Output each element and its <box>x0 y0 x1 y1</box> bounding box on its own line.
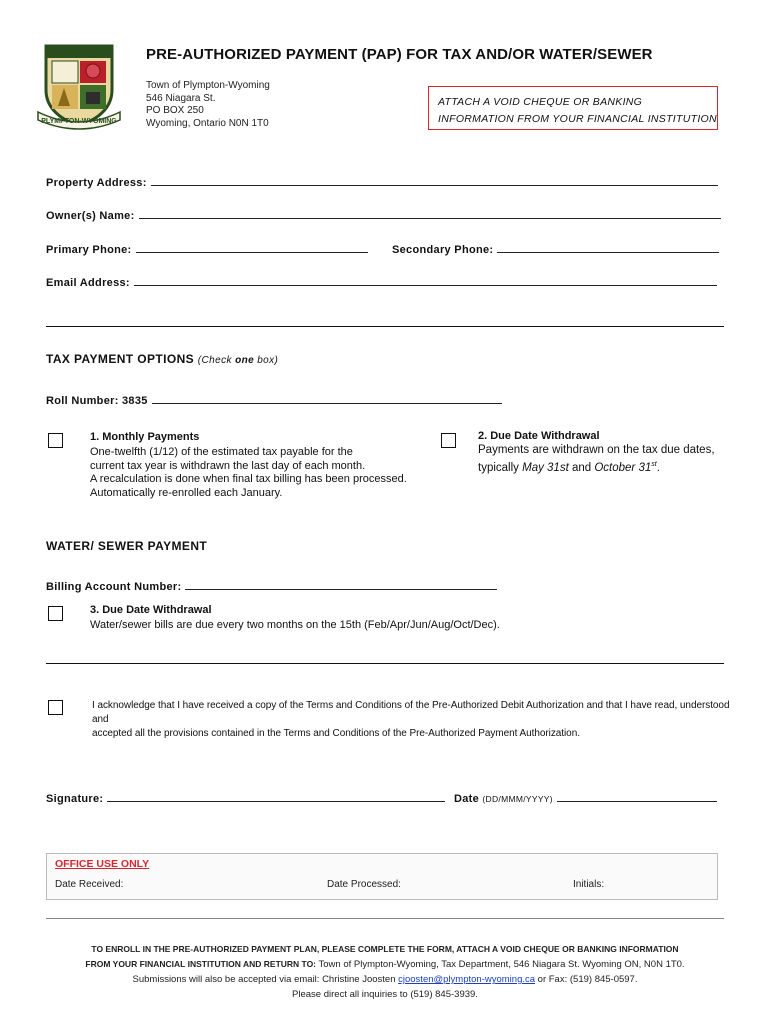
signature-input-line[interactable] <box>107 790 445 802</box>
email-address-input-line[interactable] <box>134 274 717 286</box>
office-use-box <box>46 853 718 900</box>
primary-phone-label: Primary Phone: <box>46 244 132 256</box>
property-address-field <box>46 174 718 189</box>
owners-name-label: Owner(s) Name: <box>46 210 135 222</box>
due-date-withdrawal-checkbox[interactable] <box>441 433 456 448</box>
tax-payment-title: TAX PAYMENT OPTIONS <box>46 352 195 366</box>
footer-instructions <box>46 942 724 1002</box>
date-processed-label: Date Processed: <box>327 879 401 890</box>
water-due-date-checkbox[interactable] <box>48 606 63 621</box>
signature-label: Signature: <box>46 793 104 805</box>
billing-account-field <box>46 578 497 593</box>
option2-line: typically May 31st and October 31st. <box>478 460 660 474</box>
owners-name-input-line[interactable] <box>139 207 721 219</box>
secondary-phone-input-line[interactable] <box>497 241 719 253</box>
check-one-note: (Check one box) <box>197 355 279 366</box>
section-divider <box>46 663 724 664</box>
address-line: Town of Plympton-Wyoming <box>146 80 270 91</box>
signature-field <box>46 790 445 805</box>
option3-description: Water/sewer bills are due every two months on the 15th (Feb/Apr/Jun/Aug/Oct/Dec). <box>90 619 500 631</box>
footer-line: FROM YOUR FINANCIAL INSTITUTION AND RETURN TO: Town of Plympton-Wyoming, Tax Department, 546 Niagara St. Wyoming ON, N0N 1T0. <box>85 959 685 970</box>
billing-account-input-line[interactable] <box>185 578 497 590</box>
date-format-hint: (DD/MMM/YYYY) <box>482 794 553 804</box>
primary-phone-field <box>46 241 368 256</box>
water-sewer-heading: WATER/ SEWER PAYMENT <box>46 539 208 553</box>
option1-line: current tax year is withdrawn the last day of each month. <box>90 459 366 472</box>
option1-description <box>90 446 407 500</box>
option1-title: 1. Monthly Payments <box>90 431 200 443</box>
option1-line: A recalculation is done when final tax billing has been processed. <box>90 473 407 485</box>
option1-line: Automatically re-enrolled each January. <box>90 486 283 499</box>
date-label: Date <box>454 793 480 805</box>
notice-line: ATTACH A VOID CHEQUE OR BANKING <box>438 96 643 108</box>
notice-line: INFORMATION FROM YOUR FINANCIAL INSTITUTION <box>438 113 717 125</box>
option1-line: One-twelfth (1/12) of the estimated tax payable for the <box>90 446 353 458</box>
acknowledgement-line: accepted all the provisions contained in the Terms and Conditions of the Pre-Authorized Payment Authorization. <box>92 728 580 739</box>
office-use-title: OFFICE USE ONLY <box>55 858 150 870</box>
option2-description <box>478 444 715 475</box>
roll-number-label: Roll Number: 3835 <box>46 395 148 407</box>
acknowledge-checkbox[interactable] <box>48 700 63 715</box>
tax-payment-heading <box>46 352 278 366</box>
email-address-field <box>46 274 717 289</box>
property-address-label: Property Address: <box>46 177 147 189</box>
secondary-phone-field <box>392 241 719 256</box>
void-cheque-notice <box>428 86 718 130</box>
owners-name-field <box>46 207 721 222</box>
form-title: PRE-AUTHORIZED PAYMENT (PAP) FOR TAX AND/OR WATER/SEWER <box>146 46 653 63</box>
roll-number-input-line[interactable] <box>152 392 502 404</box>
property-address-input-line[interactable] <box>151 174 718 186</box>
billing-account-label: Billing Account Number: <box>46 581 182 593</box>
email-address-label: Email Address: <box>46 277 130 289</box>
footer-line: Submissions will also be accepted via email: Christine Joosten cjoosten@plympton-wyoming.ca or Fax: (519) 845-0597. <box>132 974 638 985</box>
date-received-label: Date Received: <box>55 879 124 890</box>
footer-divider <box>46 918 724 919</box>
primary-phone-input-line[interactable] <box>136 241 368 253</box>
town-crest-logo <box>34 40 124 132</box>
town-address <box>146 80 270 130</box>
initials-label: Initials: <box>573 879 605 890</box>
roll-number-field <box>46 392 502 407</box>
section-divider <box>46 326 724 327</box>
monthly-payments-checkbox[interactable] <box>48 433 63 448</box>
option3-title: 3. Due Date Withdrawal <box>90 604 212 616</box>
option2-title: 2. Due Date Withdrawal <box>478 430 600 442</box>
footer-line: TO ENROLL IN THE PRE-AUTHORIZED PAYMENT PLAN, PLEASE COMPLETE THE FORM, ATTACH A VOID CHEQUE OR BANKING INFORMATION <box>91 944 679 954</box>
footer-line: Please direct all inquiries to (519) 845-3939. <box>292 989 478 1000</box>
address-line: Wyoming, Ontario N0N 1T0 <box>146 117 269 129</box>
option2-line: Payments are withdrawn on the tax due dates, <box>478 444 715 456</box>
address-line: 546 Niagara St. <box>146 92 216 104</box>
footer-email-link[interactable]: cjoosten@plympton-wyoming.ca <box>398 974 536 985</box>
date-input-line[interactable] <box>557 790 717 802</box>
secondary-phone-label: Secondary Phone: <box>392 244 494 256</box>
date-field <box>454 790 717 805</box>
address-line: PO BOX 250 <box>146 105 204 116</box>
acknowledgement-line: I acknowledge that I have received a copy of the Terms and Conditions of the Pre-Authorized Debit Authorization and that I have read, understood and <box>92 700 730 725</box>
crest-banner-text: PLYMPTON-WYOMING <box>41 118 117 125</box>
acknowledgement-text <box>92 699 732 741</box>
